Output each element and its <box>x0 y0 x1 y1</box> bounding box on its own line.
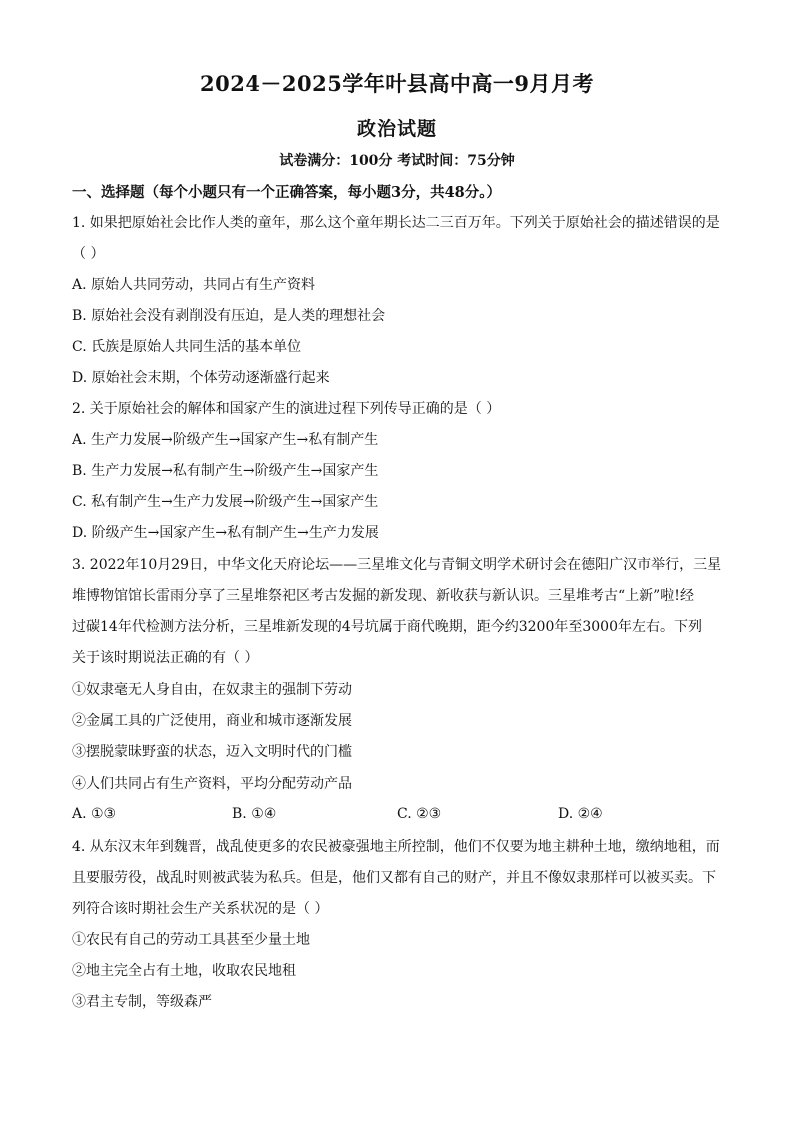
q3-stem-line2: 堆博物馆馆长雷雨分享了三星堆祭祀区考古发掘的新发现、新收获与新认识。三星堆考古“上新”啦!经 <box>72 588 694 604</box>
q2-option-c: C. 私有制产生→生产力发展→阶级产生→国家产生 <box>72 494 379 510</box>
q3-choice-b: B. ①④ <box>232 806 277 822</box>
q4-item-2: ②地主完全占有土地，收取农民地租 <box>72 963 296 979</box>
q3-stem-line1: 3. 2022年10月29日，中华文化天府论坛——三星堆文化与青铜文明学术研讨会在德阳广汉市举行，三星 <box>72 557 722 573</box>
q3-choice-d: D. ②④ <box>558 806 603 822</box>
q3-choice-a: A. ①③ <box>72 806 117 822</box>
q2-option-a: A. 生产力发展→阶级产生→国家产生→私有制产生 <box>72 432 379 448</box>
q1-option-a: A. 原始人共同劳动，共同占有生产资料 <box>72 277 316 293</box>
q3-choice-c: C. ②③ <box>397 806 442 822</box>
q3-item-2: ②金属工具的广泛使用，商业和城市逐渐发展 <box>72 713 352 729</box>
q3-choices <box>72 806 724 824</box>
q3-item-1: ①奴隶毫无人身自由，在奴隶主的强制下劳动 <box>72 682 352 698</box>
q2-stem-line1: 2. 关于原始社会的解体和国家产生的演进过程下列传导正确的是（ ） <box>72 401 501 417</box>
q1-option-c: C. 氏族是原始人共同生活的基本单位 <box>72 339 302 355</box>
q1-stem-line2: （ ） <box>72 246 105 262</box>
q3-item-3: ③摆脱蒙昧野蛮的状态，迈入文明时代的门槛 <box>72 744 352 760</box>
exam-subject: 政治试题 <box>356 118 437 140</box>
q1-stem-line1: 1. 如果把原始社会比作人类的童年，那么这个童年期长达二三百万年。下列关于原始社会的描述错误的是 <box>72 215 720 231</box>
section-heading: 一、选择题（每个小题只有一个正确答案，每小题3分，共48分。） <box>72 184 502 201</box>
q1-option-b: B. 原始社会没有剥削没有压迫，是人类的理想社会 <box>72 308 386 324</box>
q1-option-d: D. 原始社会末期，个体劳动逐渐盛行起来 <box>72 370 330 386</box>
q2-option-d: D. 阶级产生→国家产生→私有制产生→生产力发展 <box>72 525 379 541</box>
q4-stem-line2: 且要服劳役，战乱时则被武装为私兵。但是，他们又都有自己的财产，并且不像奴隶那样可以被买卖。下 <box>72 870 716 886</box>
q4-item-3: ③君主专制，等级森严 <box>72 994 212 1010</box>
exam-title: 2024－2025学年叶县高中高一9月月考 <box>199 71 594 96</box>
q3-stem-line3: 过碳14年代检测方法分析，三星堆新发现的4号坑属于商代晚期，距今约3200年至3000年左右。下列 <box>72 619 702 635</box>
q4-stem-line1: 4. 从东汉末年到魏晋，战乱使更多的农民被豪强地主所控制，他们不仅要为地主耕种土地，缴纳地租，而 <box>72 839 720 855</box>
q4-stem-line3: 列符合该时期社会生产关系状况的是（ ） <box>72 901 329 917</box>
q3-item-4: ④人们共同占有生产资料，平均分配劳动产品 <box>72 776 352 792</box>
exam-meta: 试卷满分：100分 考试时间：75分钟 <box>279 153 515 169</box>
q4-item-1: ①农民有自己的劳动工具甚至少量土地 <box>72 932 310 948</box>
q3-stem-line4: 关于该时期说法正确的有（ ） <box>72 650 259 666</box>
q2-option-b: B. 生产力发展→私有制产生→阶级产生→国家产生 <box>72 463 379 479</box>
